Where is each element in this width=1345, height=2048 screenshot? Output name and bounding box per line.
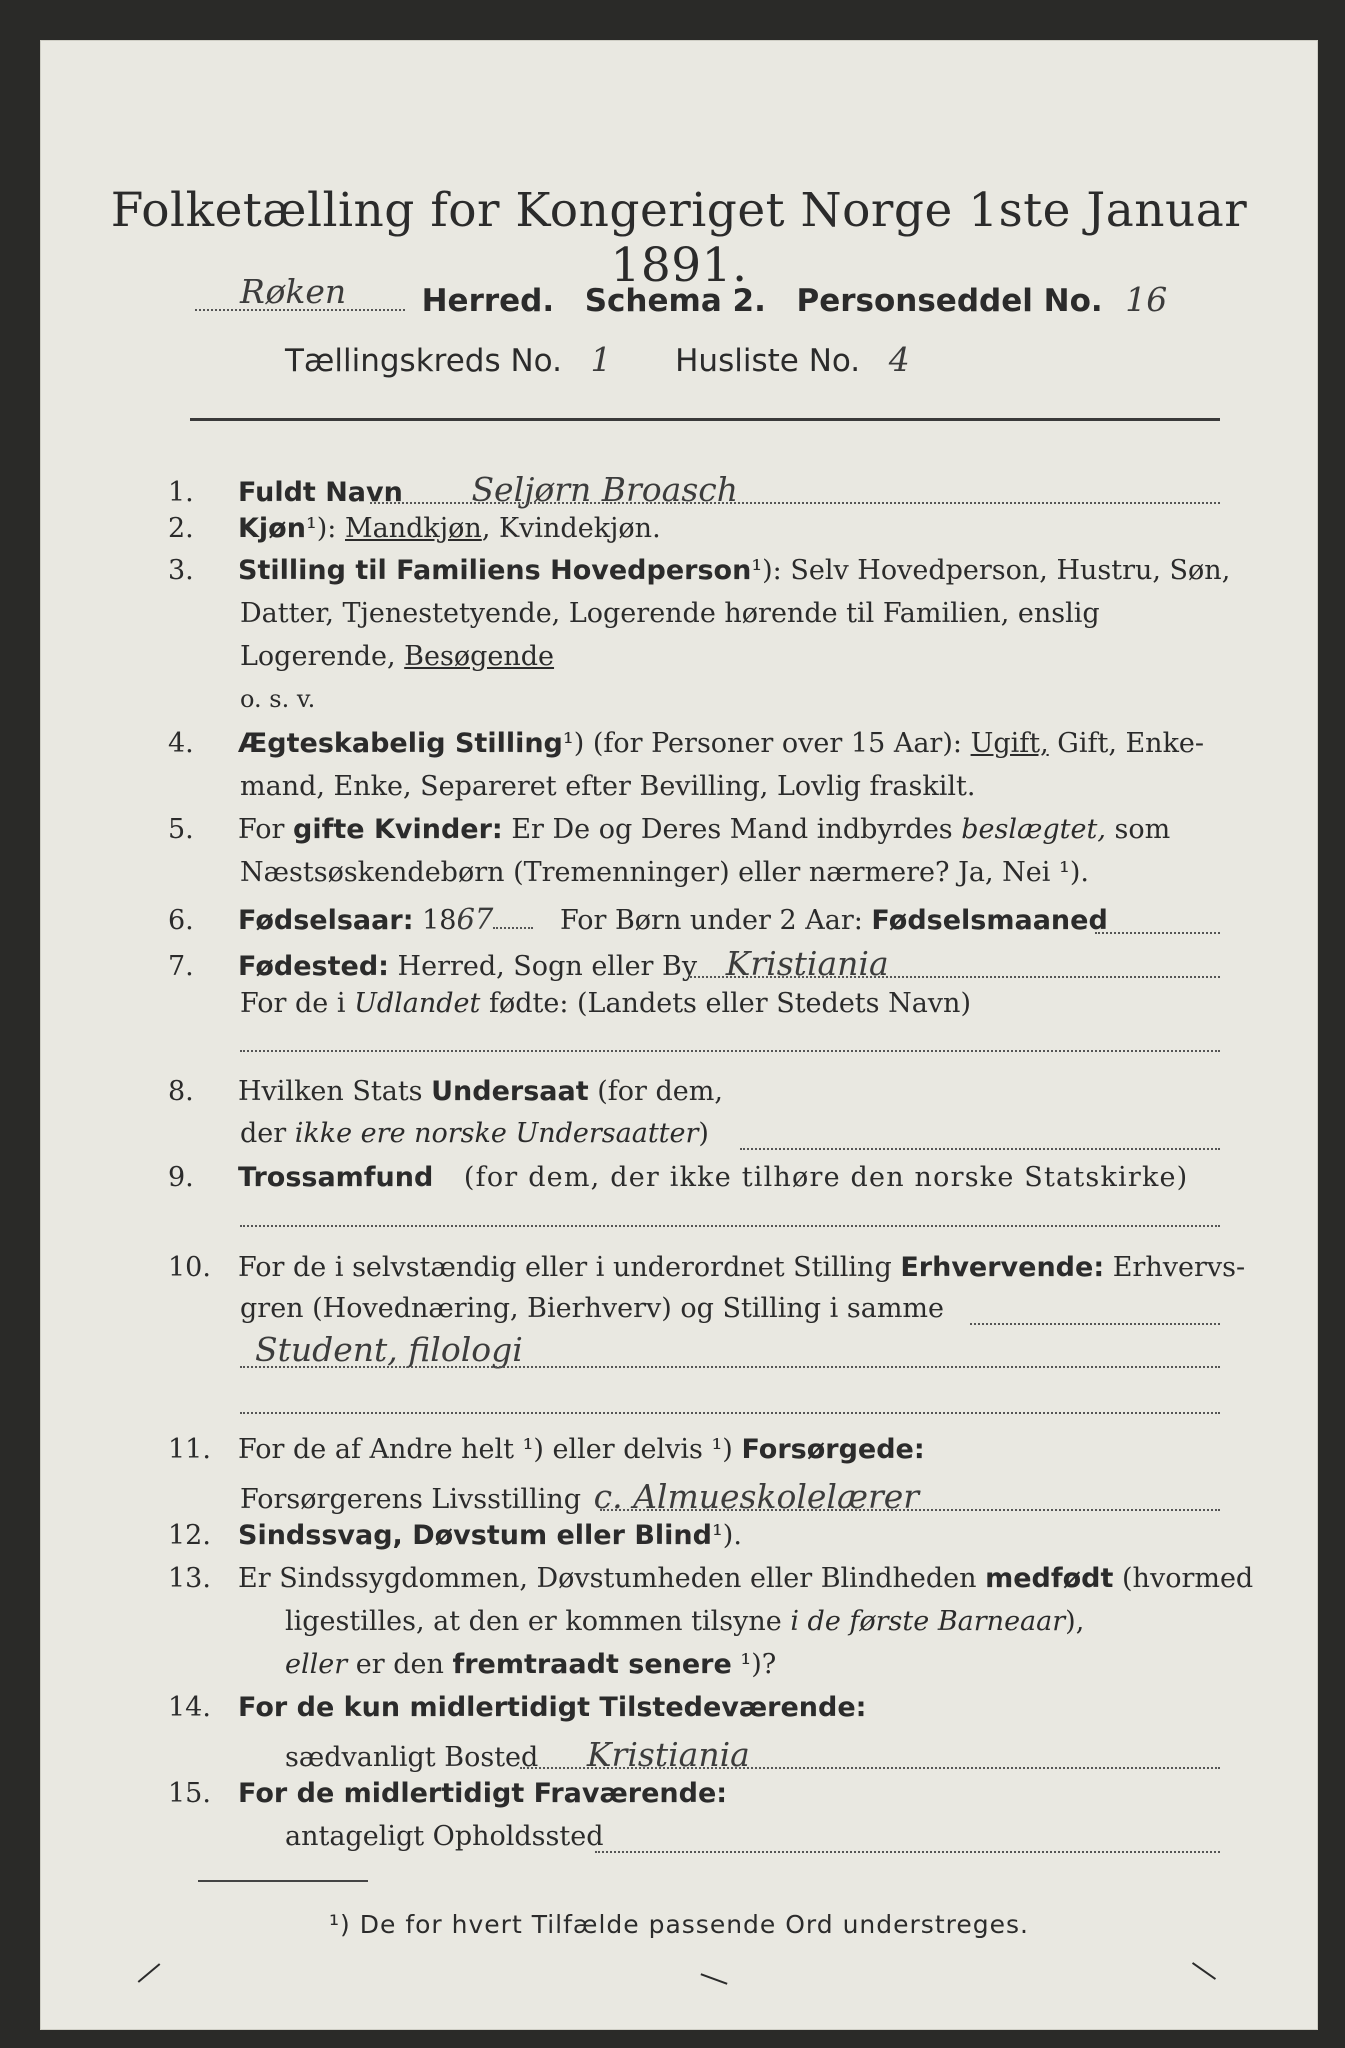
item-number: 6. (168, 905, 194, 936)
item-12 (168, 1520, 742, 1551)
kreds-value: 1 (590, 340, 612, 379)
ink-mark (1192, 1962, 1216, 1980)
item-11-line-1 (168, 1434, 925, 1465)
full-name-label: Fuldt Navn (238, 477, 403, 508)
item-text: ligestilles, at den er kommen tilsyne (285, 1606, 782, 1637)
dotted-line (240, 1225, 1220, 1227)
item-text: ), (1065, 1606, 1085, 1637)
item-text: ¹): Selv Hovedperson, Hustru, Søn, (751, 555, 1231, 586)
item-6 (168, 902, 1108, 936)
item-text-italic: ikke ere norske Undersaatter (294, 1118, 699, 1149)
item-text: For (238, 814, 285, 845)
dotted-line (970, 1323, 1220, 1325)
item-text: er den (355, 1649, 444, 1680)
item-text: Herred, Sogn eller By (397, 951, 698, 982)
item-10-line-2: gren (Hovednæring, Bierhverv) og Stilling i samme (240, 1293, 945, 1324)
dotted-line (240, 1366, 1220, 1368)
dotted-line (370, 502, 1220, 504)
item-text-italic: i de første Barneaar (790, 1606, 1066, 1637)
birth-month-label: Fødselsmaaned (871, 905, 1108, 936)
item-number: 13. (168, 1563, 211, 1594)
dotted-line (740, 1148, 1220, 1150)
temporary-absent-label: For de midlertidigt Fraværende: (238, 1778, 728, 1809)
religion-label: Trossamfund (238, 1162, 434, 1193)
dotted-line (1095, 932, 1220, 934)
ink-mark (701, 1973, 728, 1984)
occupation-answer: Student, filologi (255, 1330, 523, 1369)
item-text: Forsørgerens Livsstilling (240, 1484, 582, 1515)
sex-label: Kjøn (238, 513, 306, 544)
item-number: 12. (168, 1520, 211, 1551)
item-number: 7. (168, 951, 194, 982)
birth-year-prefix: 18 (422, 905, 457, 936)
item-4-line-1 (168, 728, 1204, 759)
sex-option-female: , Kvindekjøn. (481, 513, 661, 544)
item-text: For de i selvstændig eller i underordnet Stilling (238, 1252, 892, 1283)
item-number: 11. (168, 1434, 211, 1465)
dependents-label: Forsørgede: (741, 1434, 925, 1465)
footnote-ref: ¹): (305, 513, 337, 544)
provider-occupation-answer: c. Almueskolelærer (593, 1477, 920, 1516)
item-3-line-2: Datter, Tjenestetyende, Logerende hørende til Familien, enslig (240, 598, 1100, 629)
herred-value: Røken (240, 272, 347, 311)
item-text: Gift, Enke- (1057, 728, 1205, 759)
dotted-line (240, 1412, 1220, 1414)
dotted-line (240, 1050, 1220, 1052)
dotted-line (595, 1851, 1220, 1853)
item-text: Erhvervs- (1112, 1252, 1246, 1283)
item-8-line-1 (168, 1076, 723, 1107)
item-7-line-2 (240, 988, 971, 1019)
item-text: Logerende, (240, 641, 396, 672)
census-form-sheet (40, 40, 1318, 2030)
item-text: (for dem, der ikke tilhøre den norske Statskirke) (463, 1162, 1189, 1193)
item-text: der (240, 1118, 287, 1149)
dotted-line (520, 1767, 1220, 1769)
form-title: Folketælling for Kongeriget Norge 1ste Januar 1891. (110, 183, 1248, 293)
item-number: 15. (168, 1778, 211, 1809)
item-number: 2. (168, 513, 194, 544)
header-rule (190, 418, 1220, 421)
birthplace-answer: Kristiania (725, 944, 889, 983)
citizenship-label: Undersaat (431, 1076, 589, 1107)
item-text: For de af Andre helt ¹) eller delvis ¹) (238, 1434, 733, 1465)
disability-label: Sindssvag, Døvstum eller Blind (238, 1520, 712, 1551)
item-3-line-1 (168, 555, 1230, 586)
item-13-line-1 (168, 1563, 1253, 1594)
item-text: For de i (240, 988, 346, 1019)
item-15-line-2: antageligt Opholdssted (285, 1821, 604, 1852)
item-15-line-1 (168, 1778, 727, 1809)
family-position-label: Stilling til Familiens Hovedperson (238, 555, 752, 586)
option-unmarried: Ugift, (970, 728, 1049, 759)
item-14-line-1 (168, 1692, 866, 1723)
item-number: 9. (168, 1162, 194, 1193)
sex-option-male: Mandkjøn (345, 513, 482, 544)
footnote: ¹) De for hvert Tilfælde passende Ord understreges. (329, 1910, 1029, 1939)
item-text-italic: beslægtet, (961, 814, 1106, 845)
item-number: 8. (168, 1076, 194, 1107)
item-text: som (1114, 814, 1171, 845)
schema-label: Schema 2. (584, 283, 766, 319)
item-10-line-3 (255, 1330, 523, 1369)
item-number: 10. (168, 1252, 211, 1283)
item-text: ¹). (711, 1520, 742, 1551)
item-8-line-2: der ikke ere norske Undersaatter) (240, 1118, 709, 1149)
item-number: 4. (168, 728, 194, 759)
item-5-line-2: Næstsøskendebørn (Tremenninger) eller nærmere? Ja, Nei ¹). (240, 857, 1089, 888)
temporary-present-label: For de kun midlertidigt Tilstedeværende: (238, 1692, 867, 1723)
herred-label: Herred. (421, 283, 555, 319)
item-text-italic: Udlandet (354, 988, 481, 1019)
item-text: Er De og Deres Mand indbyrdes (511, 814, 953, 845)
dotted-line (600, 1509, 1220, 1511)
item-number: 5. (168, 814, 194, 845)
item-text: fødte: (Landets eller Stedets Navn) (488, 988, 971, 1019)
personseddel-value: 16 (1125, 280, 1168, 319)
married-women-label: gifte Kvinder: (293, 814, 503, 845)
item-13-line-3 (285, 1649, 776, 1680)
kreds-label: Tællingskreds No. (285, 343, 562, 379)
item-text: (for dem, (597, 1076, 723, 1107)
item-4-line-2: mand, Enke, Separeret efter Bevilling, Lovlig fraskilt. (240, 771, 976, 802)
option-visitor: Besøgende (404, 641, 555, 672)
item-text: ¹)? (740, 1649, 777, 1680)
item-text: ¹) (for Personer over 15 Aar): (562, 728, 962, 759)
occupation-label: Erhvervende: (900, 1252, 1105, 1283)
header-line-1 (195, 272, 1168, 319)
item-10-line-1 (168, 1252, 1245, 1283)
usual-residence-answer: Kristiania (586, 1735, 750, 1774)
full-name-answer: Seljørn Broasch (471, 470, 738, 509)
item-text: For Børn under 2 Aar: (559, 905, 863, 936)
footnote-rule (198, 1880, 368, 1882)
item-13-line-2 (285, 1606, 1084, 1637)
ink-mark (138, 1963, 161, 1983)
birth-year-label: Fødselsaar: (238, 905, 414, 936)
item-text-italic: eller (285, 1649, 348, 1680)
item-number: 1. (168, 477, 194, 508)
husliste-value: 4 (888, 340, 910, 379)
item-number: 14. (168, 1692, 211, 1723)
item-text: (hvormed (1122, 1563, 1254, 1594)
congenital-label: medfødt (985, 1563, 1114, 1594)
item-5-line-1 (168, 814, 1170, 845)
item-9 (168, 1162, 1188, 1193)
item-number: 3. (168, 555, 194, 586)
personseddel-label: Personseddel No. (796, 283, 1103, 319)
item-3-line-4: o. s. v. (240, 685, 316, 713)
birth-year-answer: 67 (456, 902, 494, 936)
item-text: Hvilken Stats (238, 1076, 423, 1107)
later-onset-label: fremtraadt senere (452, 1649, 732, 1680)
birthplace-label: Fødested: (238, 951, 389, 982)
marital-status-label: Ægteskabelig Stilling (238, 728, 563, 759)
item-text: Er Sindssygdommen, Døvstumheden eller Blindheden (238, 1563, 977, 1594)
item-text: sædvanligt Bosted (285, 1742, 539, 1773)
item-2 (168, 513, 661, 544)
husliste-label: Husliste No. (675, 343, 861, 379)
dotted-line (690, 976, 1220, 978)
item-3-line-3 (240, 641, 554, 672)
header-line-2 (285, 340, 910, 379)
